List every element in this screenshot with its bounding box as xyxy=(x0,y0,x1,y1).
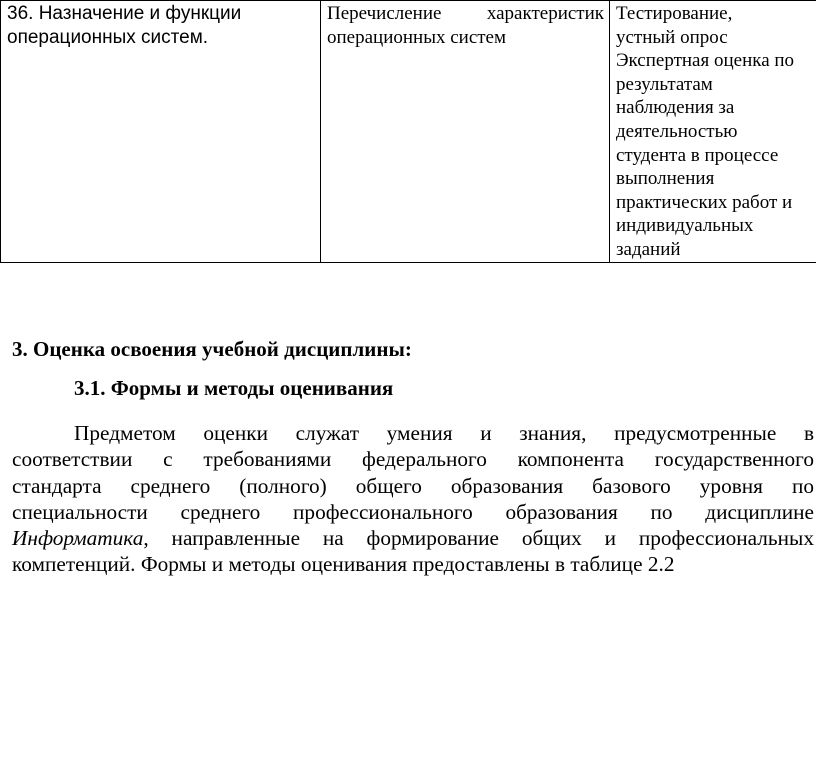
paragraph-line: компетенций. Формы и методы оценивания предоставлены в таблице 2.2 xyxy=(12,552,675,577)
section-heading: 3. Оценка освоения учебной дисциплины: xyxy=(12,337,412,361)
content-line-text: Перечисление характеристик xyxy=(327,3,604,24)
assessment-line: наблюдения за xyxy=(616,97,735,119)
paragraph-line-text: соответствии с требованиями федерального компонента государственного xyxy=(12,447,814,472)
assessment-line: практических работ и xyxy=(616,191,793,213)
topic-line: операционных систем. xyxy=(7,26,209,48)
paragraph-line-rest: , направленные на формирование общих и профессиональных xyxy=(143,526,814,551)
assessment-line: Тестирование, xyxy=(616,3,733,24)
table-column-divider-1 xyxy=(320,0,321,263)
paragraph-line-text: специальности среднего профессионального образования по дисциплине xyxy=(12,499,814,524)
paragraph-line xyxy=(12,446,814,472)
competency-table xyxy=(0,0,816,262)
paragraph-line-text: Предметом оценки служат умения и знания, предусмотренные в xyxy=(74,421,814,445)
table-left-border xyxy=(0,0,1,263)
paragraph-line-with-italic xyxy=(12,525,814,551)
assessment-line: устный опрос xyxy=(616,26,728,48)
assessment-line: индивидуальных xyxy=(616,215,754,237)
table-top-border xyxy=(0,0,816,1)
table-bottom-border xyxy=(0,262,816,263)
table-cell-topic xyxy=(7,2,312,49)
subject-name: Информатика xyxy=(12,526,144,551)
paragraph-line xyxy=(12,473,814,499)
topic-line: 36. Назначение и функции xyxy=(7,3,242,24)
paragraph-line-text: стандарта среднего (полного) общего образования базового уровня по xyxy=(12,473,814,498)
assessment-line: результатам xyxy=(616,73,713,95)
table-column-divider-2 xyxy=(609,0,610,263)
paragraph-line xyxy=(12,420,814,446)
table-cell-content xyxy=(327,2,604,49)
assessment-line: выполнения xyxy=(616,168,715,190)
assessment-line: Экспертная оценка по xyxy=(616,50,795,72)
assessment-line: деятельностью xyxy=(616,120,738,142)
body-paragraph xyxy=(12,420,814,578)
table-cell-assessment xyxy=(616,2,816,262)
assessment-line: заданий xyxy=(616,238,681,260)
assessment-line: студента в процессе xyxy=(616,144,779,166)
content-line xyxy=(327,2,604,26)
section-subheading: 3.1. Формы и методы оценивания xyxy=(74,376,394,400)
content-line: операционных систем xyxy=(327,26,507,48)
paragraph-line xyxy=(12,499,814,525)
